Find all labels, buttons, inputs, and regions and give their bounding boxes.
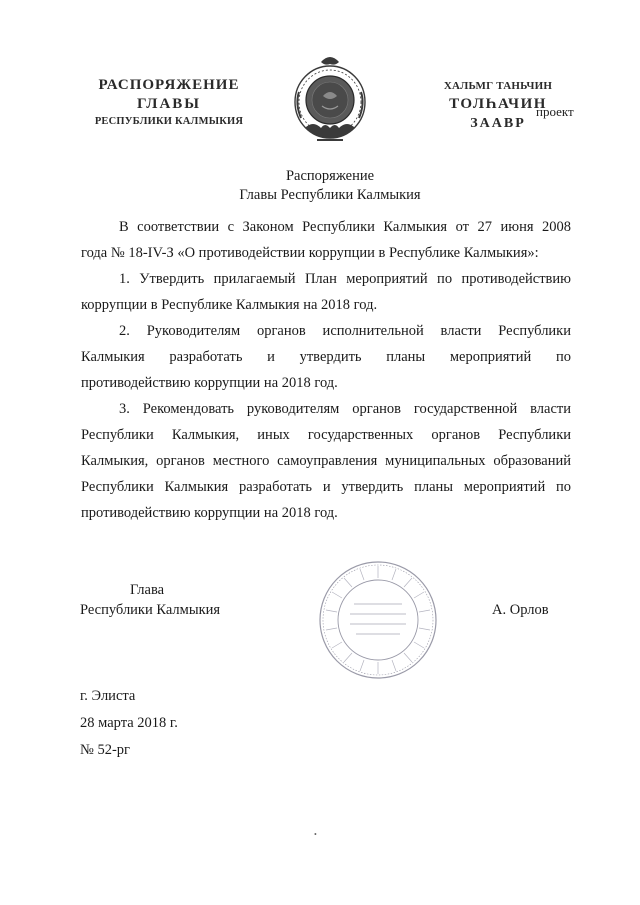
draft-stamp: проект — [536, 104, 574, 119]
document-footer — [80, 683, 178, 764]
item2-line-2: Калмыкия разработать и утвердить планы мероприятий по — [81, 349, 571, 365]
item1-line-2: коррупции в Республике Калмыкия на 2018 год. — [81, 297, 378, 313]
footer-city: г. Элиста — [80, 688, 136, 704]
item1-line-1: 1. Утвердить прилагаемый План мероприятий по противодействию — [119, 271, 571, 287]
item3-line-1: 3. Рекомендовать руководителям органов государственной власти — [119, 401, 571, 417]
signatory-name: А. Орлов — [492, 602, 549, 618]
document-body — [81, 214, 571, 526]
signature-title — [80, 580, 220, 620]
document-title-line1: Распоряжение — [285, 168, 375, 184]
coat-of-arms-emblem — [287, 52, 373, 148]
signature-title-line2: Республики Калмыкия — [80, 602, 221, 618]
header-left — [84, 76, 254, 129]
header-left-line2: ГЛАВЫ — [136, 96, 202, 112]
signature-title-line1: Глава — [130, 582, 165, 598]
document-title — [180, 167, 480, 205]
item3-line-3: Калмыкия, органов местного самоуправления муниципальных образований — [81, 453, 571, 469]
document-title-line2: Главы Республики Калмыкия — [239, 187, 421, 203]
intro-line-2: года № 18-IV-З «О противодействии коррупции в Республике Калмыкия»: — [81, 245, 539, 261]
item3-line-4: Республики Калмыкия разработать и утвердить планы мероприятий по — [81, 479, 571, 495]
item3-line-2: Республики Калмыкия, иных государственных органов Республики — [81, 427, 571, 443]
item2-line-1: 2. Руководителям органов исполнительной власти Республики — [119, 323, 571, 339]
intro-line-1: В соответствии с Законом Республики Калмыкия от 27 июня 2008 — [119, 219, 571, 235]
header-right-line3: ЗААВР — [470, 116, 526, 131]
header-right-line1: ХАЛЬМГ ТАНЬЧИН — [443, 80, 553, 92]
footer-number: № 52-рг — [80, 742, 130, 758]
scan-artifact-mark: • — [314, 830, 317, 839]
item3-line-5: противодействию коррупции на 2018 год. — [81, 505, 338, 521]
header-left-line1: РАСПОРЯЖЕНИЕ — [98, 77, 240, 93]
header-left-line3: РЕСПУБЛИКИ КАЛМЫКИЯ — [94, 116, 244, 127]
header-right-line2: ТОЛҺАЧИН — [449, 96, 547, 112]
official-seal — [316, 558, 440, 682]
footer-date: 28 марта 2018 г. — [80, 715, 178, 731]
item2-line-3: противодействию коррупции на 2018 год. — [81, 375, 338, 391]
